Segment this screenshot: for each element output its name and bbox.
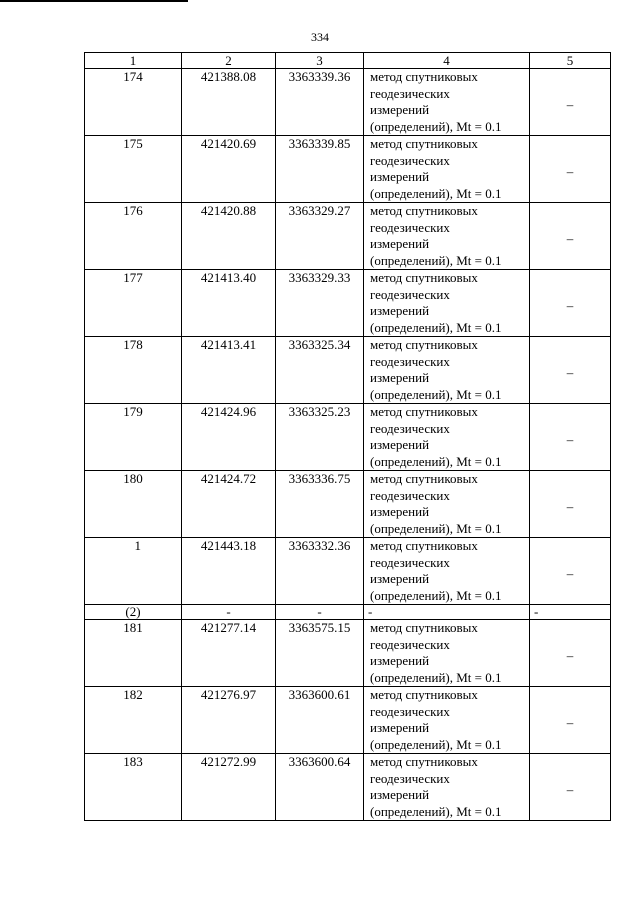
point-number-cell: 182 — [85, 687, 182, 754]
table-row — [85, 605, 611, 620]
x-coordinate-cell: - — [182, 605, 276, 620]
method-line: геодезических — [370, 487, 450, 503]
point-number-cell: (2) — [85, 605, 182, 620]
y-coordinate-cell: 3363325.34 — [276, 337, 364, 404]
note-cell — [530, 69, 611, 136]
x-coordinate-cell: 421443.18 — [182, 538, 276, 605]
method-line: (определений), Mt = 0.1 — [370, 252, 502, 268]
method-line: (определений), Mt = 0.1 — [370, 736, 502, 752]
table-row — [85, 620, 611, 687]
method-line: (определений), Mt = 0.1 — [370, 118, 502, 134]
note-value: – — [566, 648, 574, 663]
method-line: метод спутниковых — [370, 538, 478, 553]
note-cell — [530, 404, 611, 471]
method-line: геодезических — [370, 703, 450, 719]
x-coordinate-cell: 421276.97 — [182, 687, 276, 754]
method-line: измерений — [370, 653, 430, 668]
note-cell — [530, 270, 611, 337]
method-line: (определений), Mt = 0.1 — [370, 319, 502, 335]
note-value: – — [566, 499, 574, 514]
table-header-row — [85, 53, 611, 69]
note-cell — [530, 203, 611, 270]
header-col-5: 5 — [530, 53, 611, 69]
y-coordinate-cell: 3363600.64 — [276, 754, 364, 821]
method-line: метод спутниковых — [370, 620, 478, 635]
method-line: измерений — [370, 720, 430, 735]
y-coordinate-cell: 3363336.75 — [276, 471, 364, 538]
note-value: – — [566, 782, 574, 797]
point-number-cell: 1 — [85, 538, 182, 605]
page-number: 334 — [311, 30, 329, 44]
point-number-cell: 181 — [85, 620, 182, 687]
note-cell — [530, 337, 611, 404]
method-cell — [364, 605, 530, 620]
table-row — [85, 404, 611, 471]
method-line: - — [368, 604, 373, 619]
point-number-cell: 176 — [85, 203, 182, 270]
x-coordinate-cell: 421388.08 — [182, 69, 276, 136]
method-line: геодезических — [370, 219, 450, 235]
header-col-1: 1 — [85, 53, 182, 69]
method-line: измерений — [370, 169, 430, 184]
point-number-cell: 175 — [85, 136, 182, 203]
header-col-2: 2 — [182, 53, 276, 69]
note-value: – — [566, 231, 574, 246]
method-cell — [364, 620, 530, 687]
method-line: геодезических — [370, 420, 450, 436]
method-line: (определений), Mt = 0.1 — [370, 386, 502, 402]
point-number-cell: 174 — [85, 69, 182, 136]
note-value: – — [566, 432, 574, 447]
table-row — [85, 687, 611, 754]
method-line: геодезических — [370, 286, 450, 302]
table-row — [85, 337, 611, 404]
method-line: метод спутниковых — [370, 687, 478, 702]
point-number-cell: 178 — [85, 337, 182, 404]
table-row — [85, 69, 611, 136]
x-coordinate-cell: 421272.99 — [182, 754, 276, 821]
method-line: геодезических — [370, 770, 450, 786]
note-cell — [530, 471, 611, 538]
method-line: (определений), Mt = 0.1 — [370, 520, 502, 536]
method-cell — [364, 404, 530, 471]
method-cell — [364, 203, 530, 270]
x-coordinate-cell: 421424.72 — [182, 471, 276, 538]
method-line: метод спутниковых — [370, 203, 478, 218]
y-coordinate-cell: 3363600.61 — [276, 687, 364, 754]
table-row — [85, 538, 611, 605]
note-cell — [530, 538, 611, 605]
note-cell — [530, 605, 611, 620]
note-value: – — [566, 715, 574, 730]
note-value: – — [566, 298, 574, 313]
x-coordinate-cell: 421420.88 — [182, 203, 276, 270]
y-coordinate-cell: 3363329.27 — [276, 203, 364, 270]
method-line: геодезических — [370, 152, 450, 168]
note-cell — [530, 687, 611, 754]
table-row — [85, 270, 611, 337]
top-rule — [0, 0, 188, 2]
table-row — [85, 754, 611, 821]
point-number-cell: 177 — [85, 270, 182, 337]
y-coordinate-cell: - — [276, 605, 364, 620]
y-coordinate-cell: 3363575.15 — [276, 620, 364, 687]
method-line: измерений — [370, 437, 430, 452]
method-line: геодезических — [370, 85, 450, 101]
method-cell — [364, 337, 530, 404]
header-col-3: 3 — [276, 53, 364, 69]
method-cell — [364, 69, 530, 136]
method-line: измерений — [370, 236, 430, 251]
method-line: метод спутниковых — [370, 471, 478, 486]
table-row — [85, 203, 611, 270]
y-coordinate-cell: 3363339.85 — [276, 136, 364, 203]
x-coordinate-cell: 421413.40 — [182, 270, 276, 337]
method-line: (определений), Mt = 0.1 — [370, 669, 502, 685]
method-line: измерений — [370, 370, 430, 385]
table-row — [85, 471, 611, 538]
method-line: (определений), Mt = 0.1 — [370, 185, 502, 201]
y-coordinate-cell: 3363339.36 — [276, 69, 364, 136]
note-value: – — [566, 97, 574, 112]
method-line: (определений), Mt = 0.1 — [370, 803, 502, 819]
method-line: геодезических — [370, 554, 450, 570]
note-cell — [530, 754, 611, 821]
point-number-cell: 183 — [85, 754, 182, 821]
note-cell — [530, 136, 611, 203]
note-cell — [530, 620, 611, 687]
method-line: (определений), Mt = 0.1 — [370, 587, 502, 603]
header-col-4: 4 — [364, 53, 530, 69]
note-value: – — [566, 164, 574, 179]
method-line: метод спутниковых — [370, 404, 478, 419]
method-line: метод спутниковых — [370, 754, 478, 769]
note-value: – — [566, 566, 574, 581]
method-line: (определений), Mt = 0.1 — [370, 453, 502, 469]
x-coordinate-cell: 421277.14 — [182, 620, 276, 687]
note-value: – — [566, 365, 574, 380]
method-line: метод спутниковых — [370, 136, 478, 151]
method-cell — [364, 136, 530, 203]
table-body — [85, 69, 611, 821]
method-line: метод спутниковых — [370, 270, 478, 285]
method-line: метод спутниковых — [370, 337, 478, 352]
method-line: измерений — [370, 504, 430, 519]
method-line: измерений — [370, 787, 430, 802]
method-cell — [364, 471, 530, 538]
x-coordinate-cell: 421413.41 — [182, 337, 276, 404]
x-coordinate-cell: 421424.96 — [182, 404, 276, 471]
coordinates-table — [84, 52, 611, 821]
y-coordinate-cell: 3363329.33 — [276, 270, 364, 337]
point-number-cell: 179 — [85, 404, 182, 471]
method-cell — [364, 270, 530, 337]
method-line: измерений — [370, 571, 430, 586]
point-number-cell: 180 — [85, 471, 182, 538]
method-line: измерений — [370, 102, 430, 117]
y-coordinate-cell: 3363332.36 — [276, 538, 364, 605]
method-line: геодезических — [370, 353, 450, 369]
method-cell — [364, 538, 530, 605]
y-coordinate-cell: 3363325.23 — [276, 404, 364, 471]
note-value: - — [534, 604, 539, 619]
table-row — [85, 136, 611, 203]
method-line: измерений — [370, 303, 430, 318]
method-line: метод спутниковых — [370, 69, 478, 84]
method-cell — [364, 754, 530, 821]
method-cell — [364, 687, 530, 754]
method-line: геодезических — [370, 636, 450, 652]
x-coordinate-cell: 421420.69 — [182, 136, 276, 203]
